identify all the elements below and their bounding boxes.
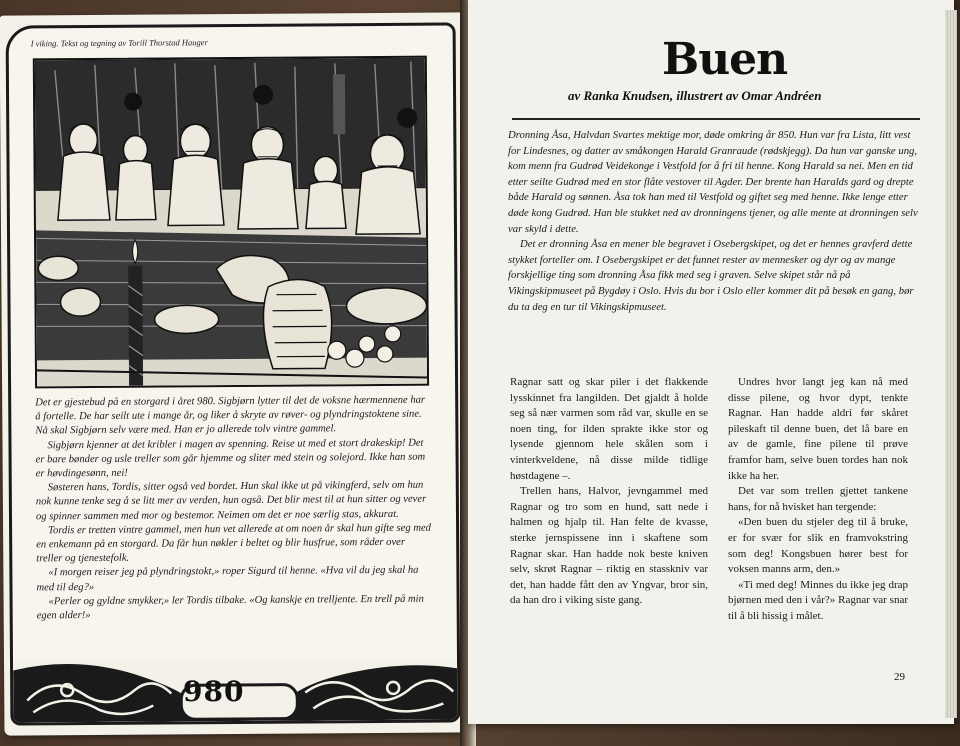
- left-paragraph: Søsteren hans, Tordis, sitter også ved bordet. Hun skal ikke ut på vikingferd, selv om hun nok kunne tenke seg å se litt mer av verden, hun også. Det blir mest til at hun sitter og vever og spinner sammen med mor og bestemor. Neimen om det er noe særlig stas, akkurat.: [35, 479, 427, 523]
- left-paragraph: Tordis er tretten vintre gammel, men hun vet allerede at om noen år skal hun gifte seg med en enkemann på en storgard. Da får hun nøkler i beltet og blir husfrue, som råder over treller og tjenestefolk.: [36, 522, 432, 565]
- left-page: [0, 12, 469, 735]
- left-page-frame: [6, 22, 461, 725]
- left-story-text: [35, 394, 433, 624]
- story-column-right: [728, 375, 908, 625]
- story-paragraph: Ragnar satt og skar piler i det flakkende lysskinnet fra langilden. Det gjaldt å holde seg så nær varmen som råd var, skulle en se noen ting, for ilden sprakte ikke stor og lysende gjennom hele skålen som i vinterkveldene, nå disse milde tidlige høstdagene –.: [510, 376, 708, 482]
- feast-illustration: [33, 56, 429, 389]
- story-paragraph: Det var som trellen gjettet tankene hans, for nå hvisket han tergende:: [728, 485, 908, 513]
- intro-paragraph: Dronning Åsa, Halvdan Svartes mektige mor, døde omkring år 850. Hun var fra Lista, litt vest for Lindesnes, og datter av småkongen Harald Granraude (rødskjegg). Da hun var ganske ung, kom menn fra Gudrød Veidekonge i Vestfold for å fri til henne. Kong Harald sa nei. Men en tid etter seilte Gudrød med en stor flåte vestover til Agder. Der brente han Haralds gard og drepte både Harald og sønnen. Åsa tok han med til Vestfold og giftet seg med henne. Ikke lenge etter døde kong Gudrød. Han ble stukket ned av dronningens tjener, og alle mente at dronningen selv var skyld i dette.: [508, 129, 918, 235]
- left-paragraph: Sigbjørn kjenner at det kribler i magen av spenning. Reise ut med et stort drakeskip! Det er bare bønder og usle treller som går hjemme og sliter med stein og solejord. Ikke han som er høvdingesønn, nei!: [35, 437, 426, 480]
- page-number: 29: [894, 671, 905, 683]
- story-paragraph: «Den buen du stjeler deg til å bruke, er for svær for slik en framvokstring som deg! Kongsbuen hører best for voksen manns arm, den.»: [728, 516, 908, 576]
- page-edges: [945, 10, 957, 718]
- intro-paragraph: Det er dronning Åsa en mener ble begravet i Osebergskipet, og det er hennes gravferd dette stykket forteller om. I Osebergskipet er det funnet rester av mennesker og dyr og av mange forskjellige ting som dronning Åsa fikk med seg i graven. Selve skipet står nå på Vikingskipmuseet på Bygdøy i Oslo. Hvis du bor i Oslo eller kommer dit på besøk en gang, bør du ta deg en tur til Vikingskipmuseet.: [508, 238, 914, 313]
- feast-drawing: [35, 58, 429, 389]
- left-paragraph: «Perler og gyldne smykker,» ler Tordis tilbake. «Og kanskje en trelljente. En trell på min egen alder!»: [36, 593, 424, 622]
- story-paragraph: Trellen hans, Halvor, jevngammel med Ragnar og tro som en hund, satt nede i halmen og hjalp til. Han felte de kvasse, sterke jernspissene inn i skaftene som Ragnar skar. Han hadde nok beste kniven selv, skrøt Ragnar – riktig en stasskniv var det, han hadde fått den av Yngvar, bror sin, da han dro i viking siste gang.: [510, 485, 708, 607]
- ornament-year: 980: [183, 675, 245, 708]
- story-paragraph: «Ti med deg! Minnes du ikke jeg drap bjørnen med den i vår?» Ragnar var snar til å bli hissig i målet.: [728, 578, 908, 622]
- intro-text: [508, 128, 922, 315]
- illustration-credit: I viking. Tekst og tegning av Torill Thorstad Hauger: [30, 37, 208, 49]
- story-title: Buen: [662, 34, 788, 85]
- story-paragraph: Undres hvor langt jeg kan nå med disse pilene, og hvor dypt, tenkte Ragnar. Han hadde aldri før skåret pileskaft til denne buen, det lå bare en av de gamle, fine pilene til prøve framfor ham, selve buen tordes han nok ikke ha her.: [728, 376, 908, 482]
- story-column-left: [510, 375, 708, 609]
- left-paragraph: «I morgen reiser jeg på plyndringstokt,» roper Sigurd til henne. «Hva vil du jeg skal ha med til deg?»: [36, 565, 419, 594]
- title-rule: [512, 118, 920, 120]
- left-paragraph: Det er gjestebud på en storgard i året 980. Sigbjørn lytter til det de voksne hærmennene har å fortelle. De har seilt ute i mange år, og liker å skryte av røver- og plyndringstoktene sine. Nå skal Sigbjørn selv være med. Han er jo allerede tolv vintre gammel.: [35, 394, 426, 437]
- story-byline: av Ranka Knudsen, illustrert av Omar Andréen: [568, 88, 822, 103]
